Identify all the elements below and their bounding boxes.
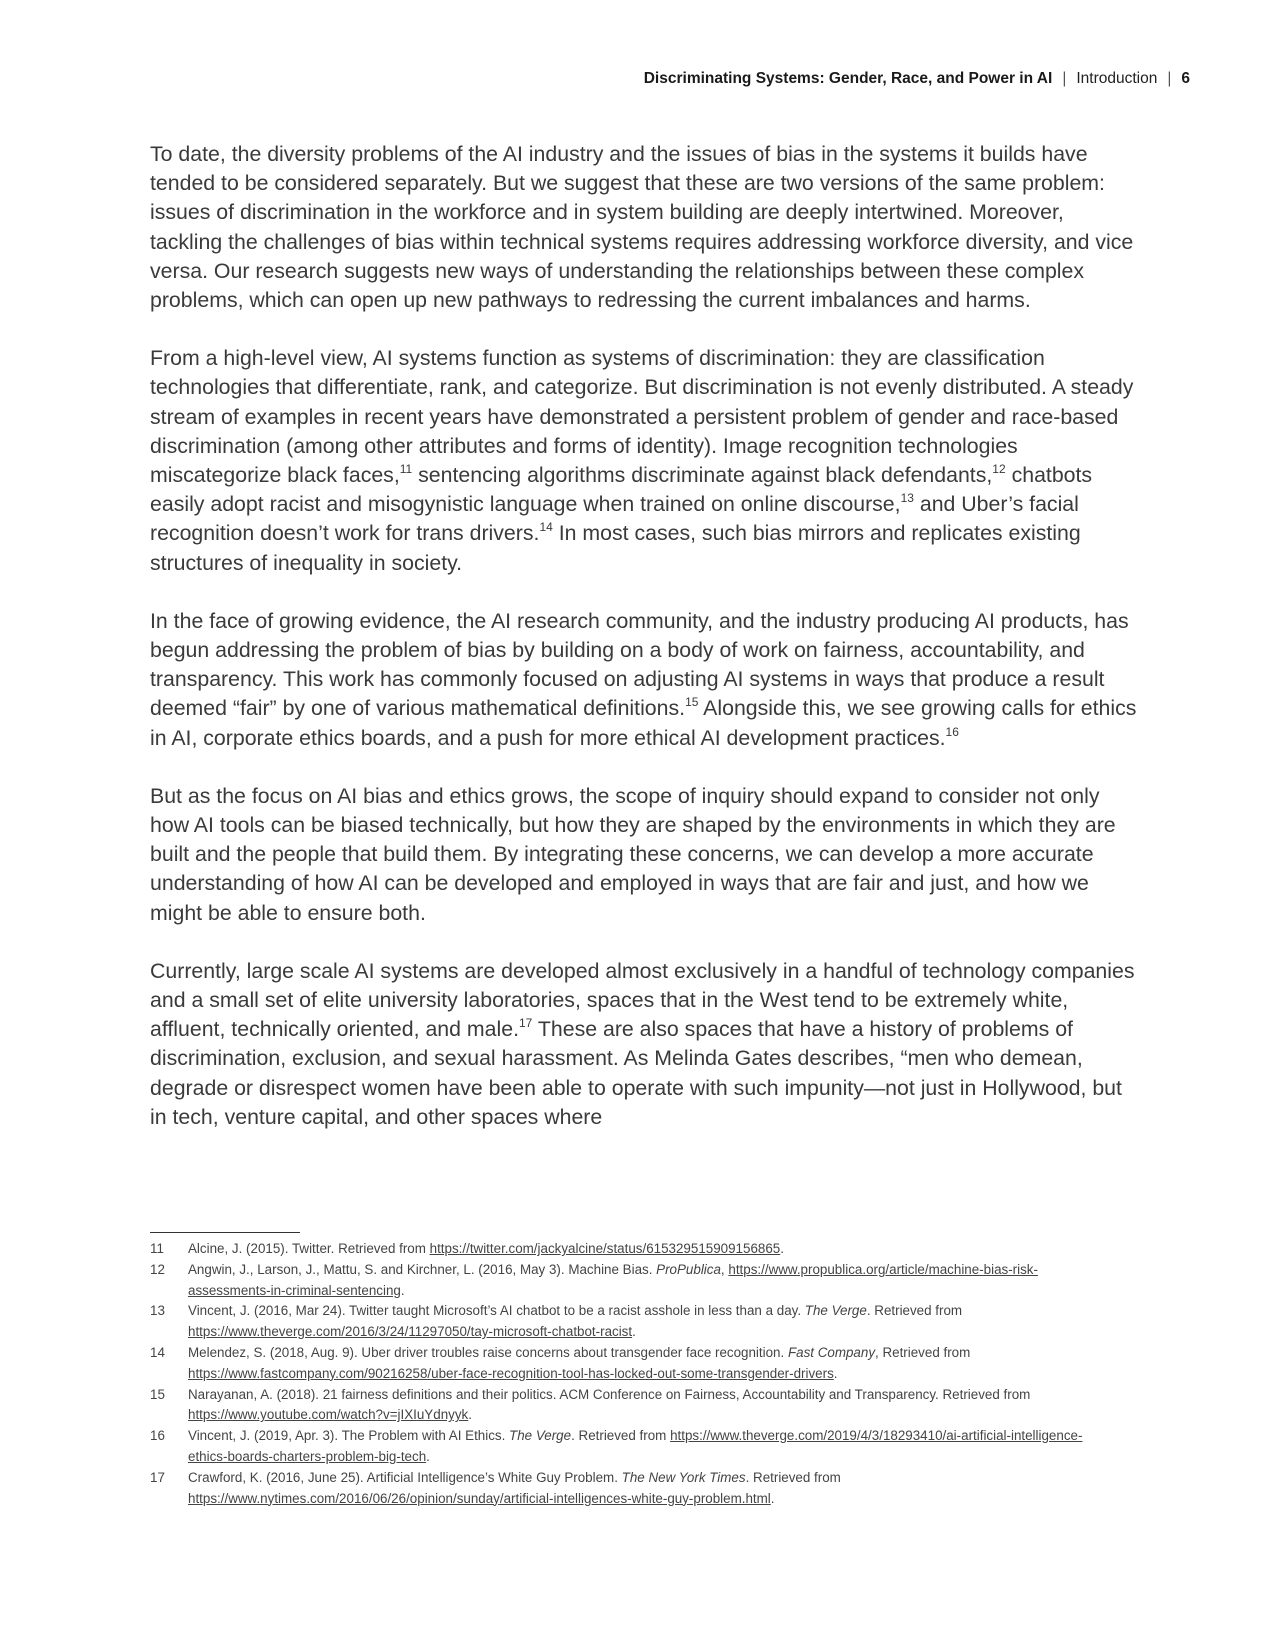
footnote-ref-17[interactable]: 17 (518, 1016, 533, 1031)
header-separator: | (1167, 70, 1172, 87)
footnote-14: 14 Melendez, S. (2018, Aug. 9). Uber driver troubles raise concerns about transgender face recognition. Fast Company, Retrieved from https://www.fastcompany.com/90216258/uber-face-recognition-tool-has-locked-out-some-transgender-drivers. (150, 1344, 971, 1381)
footnote-link[interactable]: https://www.propublica.org/article/machine-bias-risk-assessments-in-criminal-sentencing (188, 1261, 1038, 1298)
source-name: The Verge (509, 1428, 572, 1444)
paragraph-1: To date, the diversity problems of the AI industry and the issues of bias in the systems it builds have tended to be considered separately. But we suggest that these are two versions of the same problem: issues of discrimination in the workforce and in system building are deeply intertwined. Moreover, tackling the challenges of bias within technical systems requires addressing workforce diversity, and vice versa. Our research suggests new ways of understanding the relationships between these complex problems, which can open up new pathways to redressing the current imbalances and harms. (150, 142, 1134, 313)
footnote-link[interactable]: https://twitter.com/jackyalcine/status/615329515909156865 (429, 1241, 781, 1256)
footnote-ref-12[interactable]: 12 (992, 462, 1006, 477)
source-name: Fast Company (787, 1344, 876, 1360)
paragraph-4: But as the focus on AI bias and ethics grows, the scope of inquiry should expand to consider not only how AI tools can be biased technically, but how they are shaped by the environments in which they are built and the people that build them. By integrating these concerns, we can develop a more accurate understanding of how AI can be developed and employed in ways that are fair and just, and how we might be able to ensure both. (150, 783, 1116, 925)
footnote-ref-14[interactable]: 14 (539, 520, 553, 535)
source-name: ProPublica (656, 1261, 721, 1277)
footnote-15: 15 Narayanan, A. (2018). 21 fairness definitions and their politics. ACM Conference on Fairness, Accountability and Transparency. Retrieved from https://www.youtube.com/watch?v=jIXIuYdnyyk. (150, 1386, 1031, 1423)
footnote-17: 17 Crawford, K. (2016, June 25). Artificial Intelligence’s White Guy Problem. The New York Times. Retrieved from https://www.nytimes.com/2016/06/26/opinion/sunday/artificial-intelligences-white-guy-problem.html. (150, 1469, 841, 1506)
footnote-link[interactable]: https://www.theverge.com/2019/4/3/18293410/ai-artificial-intelligence-ethics-boards-charters-problem-big-tech (188, 1428, 1083, 1464)
footnote-ref-15[interactable]: 15 (685, 695, 699, 710)
footnote-link[interactable]: https://www.theverge.com/2016/3/24/11297050/tay-microsoft-chatbot-racist (188, 1324, 633, 1340)
page-number: 6 (1181, 70, 1190, 87)
footnote-13: 13 Vincent, J. (2016, Mar 24). Twitter taught Microsoft’s AI chatbot to be a racist asshole in less than a day. The Verge. Retrieved from https://www.theverge.com/2016/3/24/11297050/tay-microsoft-chatbot-racist. (150, 1303, 963, 1340)
paragraph-2: From a high-level view, AI systems function as systems of discrimination: they are classification technologies that differentiate, rank, and categorize. But discrimination is not evenly distributed. A steady stream of examples in recent years have demonstrated a persistent problem of gender and race-based discrimination (among other attributes and forms of identity). Image recognition technologies miscategorize black faces,$^{11}$ sentencing algorithms discriminate against black defendants,$^{12}$ chatbots easily adopt racist and misogynistic language when trained on online discourse,$^{13}$ and Uber’s facial recognition doesn’t work for trans drivers.$^{14}$ In most cases, such bias mirrors and replicates existing structures of inequality in society. (150, 346, 1134, 575)
footnote-12: 12 Angwin, J., Larson, J., Mattu, S. and Kirchner, L. (2016, May 3). Machine Bias. ProPublica, https://www.propublica.org/article/machine-bias-risk-assessments-in-criminal-sentencing. (150, 1261, 1038, 1298)
footnote-11: 11 Alcine, J. (2015). Twitter. Retrieved from https://twitter.com/jackyalcine/status/615329515909156865. (150, 1241, 784, 1256)
paragraph-5: Currently, large scale AI systems are developed almost exclusively in a handful of technology companies and a small set of elite university laboratories, spaces that in the West tend to be extremely white, affluent, technically oriented, and male.$^{17}$ These are also spaces that have a history of problems of discrimination, exclusion, and sexual harassment. As Melinda Gates describes, “men who demean, degrade or disrespect women have been able to operate with such impunity—not just in Hollywood, but in tech, venture capital, and other spaces where (150, 958, 1135, 1129)
report-title: Discriminating Systems: Gender, Race, and Power in AI (643, 70, 1053, 87)
footnote-link[interactable]: https://www.youtube.com/watch?v=jIXIuYdnyyk (188, 1407, 469, 1423)
footnote-divider (150, 1232, 300, 1233)
header-separator: | (1062, 70, 1067, 87)
running-header (644, 70, 1190, 88)
paragraph-3: In the face of growing evidence, the AI research community, and the industry producing AI products, has begun addressing the problem of bias by building on a body of work on fairness, accountability, and transparency. This work has commonly focused on adjusting AI systems in ways that produce a result deemed “fair” by one of various mathematical definitions.$^{15}$ Alongside this, we see growing calls for ethics in AI, corporate ethics boards, and a push for more ethical AI development practices.$^{16}$ (150, 608, 1137, 750)
source-name: The New York Times (621, 1469, 746, 1485)
section-name: Introduction (1076, 70, 1158, 87)
footnote-16: 16 Vincent, J. (2019, Apr. 3). The Problem with AI Ethics. The Verge. Retrieved from https://www.theverge.com/2019/4/3/18293410/ai-artificial-intelligence-ethics-boards-charters-problem-big-tech. (150, 1428, 1083, 1464)
footnote-link[interactable]: https://www.fastcompany.com/90216258/uber-face-recognition-tool-has-locked-out-some-transgender-drivers (188, 1365, 834, 1381)
footnote-ref-11[interactable]: 11 (399, 462, 413, 477)
body-text (150, 140, 1140, 1161)
source-name: The Verge (804, 1303, 867, 1319)
footnote-ref-13[interactable]: 13 (900, 491, 914, 506)
footnotes (150, 1239, 1110, 1509)
footnote-ref-16[interactable]: 16 (945, 724, 959, 739)
footnote-link[interactable]: https://www.nytimes.com/2016/06/26/opinion/sunday/artificial-intelligences-white-guy-problem.html (188, 1490, 771, 1506)
